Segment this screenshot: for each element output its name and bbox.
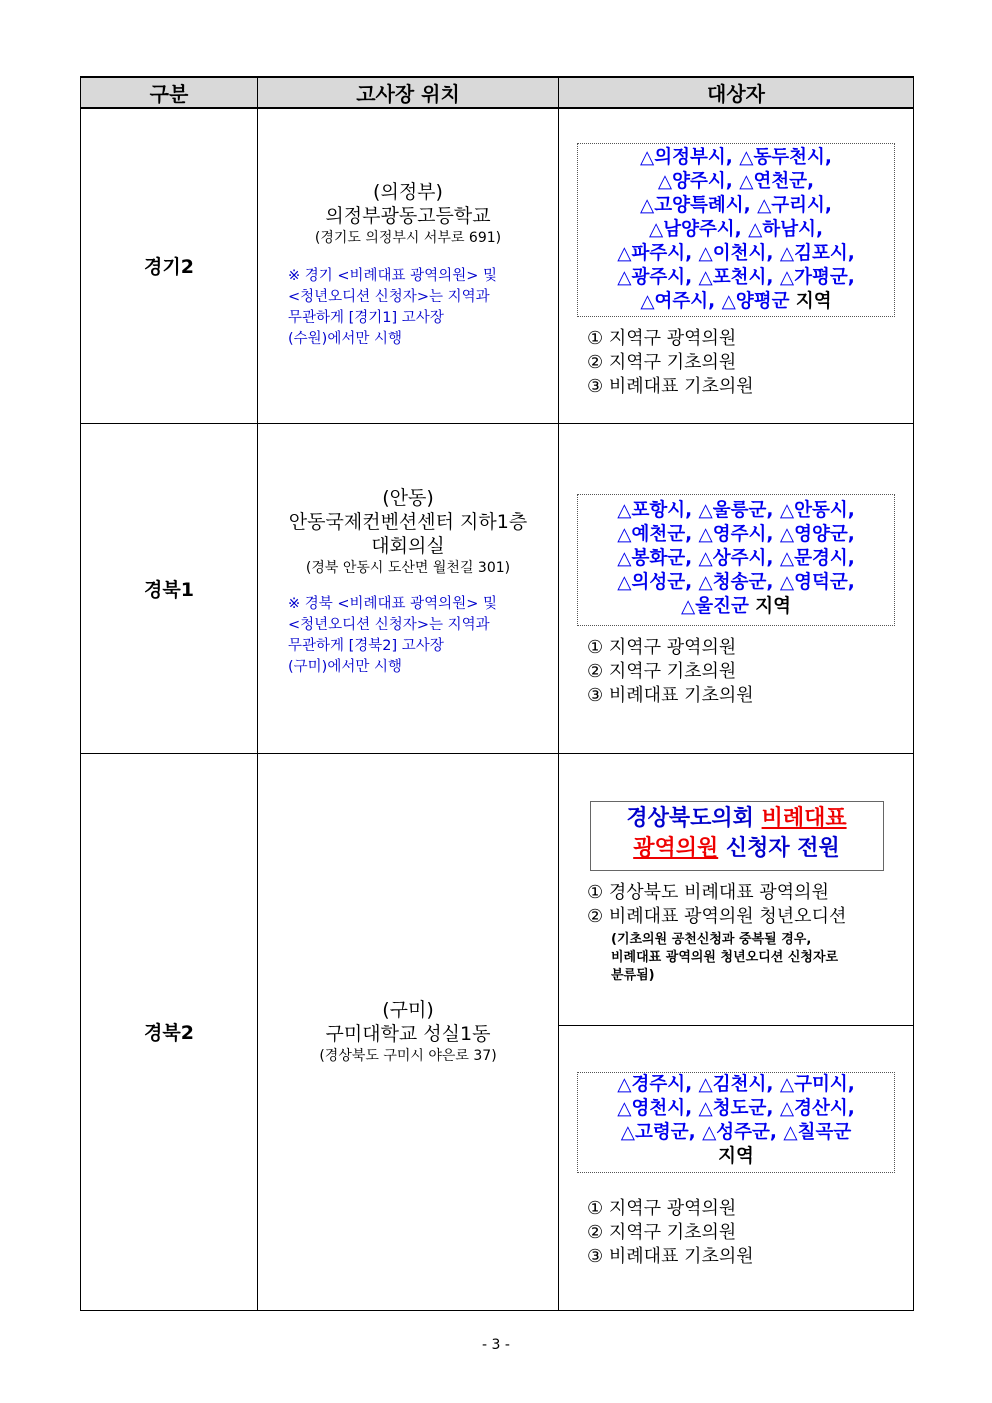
target-list xyxy=(587,636,913,708)
table-row xyxy=(81,753,914,1310)
venue-note: ※ 경북 <비례대표 광역의원> 및 <청년오디션 신청자>는 지역과 무관하게 [경북2] 고사장 (구미)에서만 시행 xyxy=(288,596,497,675)
target-area-box: △포항시, △울릉군, △안동시, △예천군, △영주시, △영양군, △봉화군, △상주시, △문경시, △의성군, △청송군, △영덕군, △울진군 지역 xyxy=(577,494,895,626)
region-cell: 경기2 xyxy=(81,108,258,423)
target-list xyxy=(587,1197,913,1269)
venue-note: ※ 경기 <비례대표 광역의원> 및 <청년오디션 신청자>는 지역과 무관하게 [경기1] 고사장 (수원)에서만 시행 xyxy=(288,267,497,347)
table-header-row xyxy=(81,77,914,108)
venue-city: (의정부) xyxy=(373,180,443,203)
venue-city: (구미) xyxy=(382,998,434,1021)
venue-name: 안동국제컨벤션센터 지하1층 xyxy=(288,511,528,533)
list-item: ② 지역구 기초의원 xyxy=(587,1221,737,1243)
header-target: 대상자 xyxy=(559,77,914,108)
target-area-box: △경주시, △김천시, △구미시, △영천시, △청도군, △경산시, △고령군, △성주군, △칠곡군 지역 xyxy=(577,1072,895,1173)
list-item: ① 지역구 광역의원 xyxy=(587,1197,737,1219)
list-item: ② 비례대표 광역의원 청년오디션 xyxy=(587,905,847,927)
list-item: ③ 비례대표 기초의원 xyxy=(587,376,754,397)
location-cell xyxy=(258,108,559,423)
target-upper-section xyxy=(559,754,914,1026)
target-cell xyxy=(559,423,914,753)
region-cell: 경북2 xyxy=(81,753,258,1310)
list-item: ① 지역구 광역의원 xyxy=(587,636,737,658)
table-row xyxy=(81,423,914,753)
proportional-applicants-box: 경상북도의회 비례대표 광역의원 신청자 전원 xyxy=(590,801,884,871)
list-item: ① 지역구 광역의원 xyxy=(587,328,737,349)
exam-venue-table xyxy=(80,76,914,1311)
target-cell xyxy=(559,108,914,423)
list-subnote: (기초의원 공천신청과 중복될 경우, 비례대표 광역의원 청년오디션 신청자로 분류됨) xyxy=(611,931,839,983)
page-number: - 3 - xyxy=(482,1337,510,1353)
header-location: 고사장 위치 xyxy=(258,77,559,108)
target-list xyxy=(587,881,914,929)
target-cell xyxy=(559,753,914,1310)
target-area-box: △의정부시, △동두천시, △양주시, △연천군, △고양특례시, △구리시, △남양주시, △하남시, △파주시, △이천시, △김포시, △광주시, △포천시, △가평군, △여주시, △양평군 지역 xyxy=(577,143,895,317)
list-item: ② 지역구 기초의원 xyxy=(587,660,737,682)
location-cell xyxy=(258,423,559,753)
venue-city: (안동) xyxy=(382,487,434,509)
venue-address: (경상북도 구미시 야은로 37) xyxy=(319,1047,497,1064)
venue-address: (경기도 의정부시 서부로 691) xyxy=(314,229,502,246)
list-item: ③ 비례대표 기초의원 xyxy=(587,684,754,706)
venue-name: 의정부광동고등학교 xyxy=(325,204,491,227)
target-lower-section xyxy=(559,1072,913,1269)
table-row xyxy=(81,108,914,423)
header-category: 구분 xyxy=(81,77,258,108)
venue-name: 구미대학교 성실1동 xyxy=(325,1022,491,1045)
list-item: ② 지역구 기초의원 xyxy=(587,352,737,373)
list-item: ③ 비례대표 기초의원 xyxy=(587,1245,754,1267)
venue-name-line2: 대회의실 xyxy=(371,535,445,557)
list-item: ① 경상북도 비례대표 광역의원 xyxy=(587,881,829,903)
location-cell xyxy=(258,753,559,1310)
venue-address: (경북 안동시 도산면 월천길 301) xyxy=(305,560,511,576)
target-list xyxy=(587,327,913,399)
region-cell: 경북1 xyxy=(81,423,258,753)
